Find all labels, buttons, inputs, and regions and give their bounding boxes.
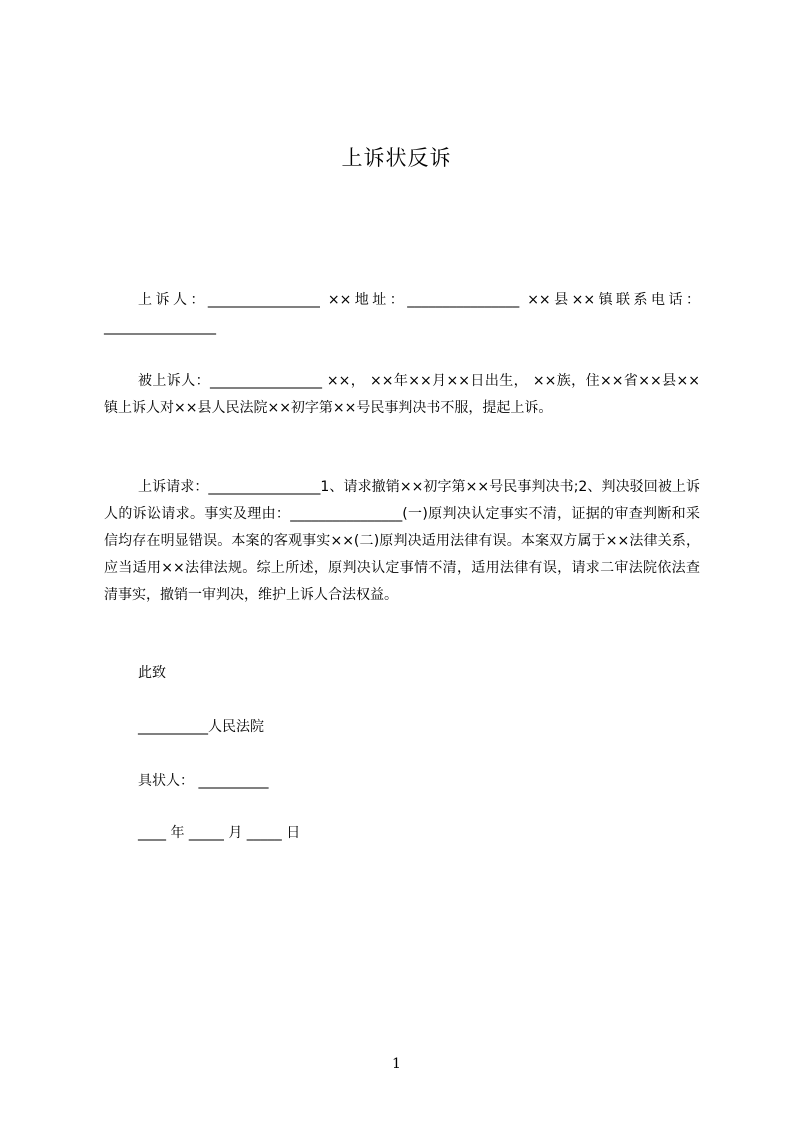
court-line: __________人民法院 bbox=[138, 719, 264, 735]
appellant-paragraph: 上诉人：________________ ××地址：________________ ××县××镇联系电话：________________ bbox=[104, 292, 700, 335]
document-title: 上诉状反诉 bbox=[341, 146, 452, 170]
salutation: 此致 bbox=[138, 665, 166, 681]
date-line: ____ 年 _____ 月 _____ 日 bbox=[138, 825, 301, 841]
appellee-paragraph: 被上诉人：________________ ××， ××年××月××日出生， ××族，住××省××县××镇上诉人对××县人民法院××初字第××号民事判决书不服，提起上诉。 bbox=[104, 373, 700, 416]
signer-line: 具状人： __________ bbox=[138, 773, 269, 789]
appeal-request-paragraph: 上诉请求：________________1、请求撤销××初字第××号民事判决书;2、判决驳回被上诉人的诉讼请求。事实及理由：________________(一)原判决认定事实不清，证据的审查判断和采信均存在明显错误。本案的客观事实××(二)原判决适用法律有误。本案双方属于××法律关系，应当适用××法律法规。综上所述，原判决认定事情不清，适用法律有误，请求二审法院依法查清事实，撤销一审判决，维护上诉人合法权益。 bbox=[104, 479, 700, 603]
page-number: 1 bbox=[392, 1056, 401, 1072]
